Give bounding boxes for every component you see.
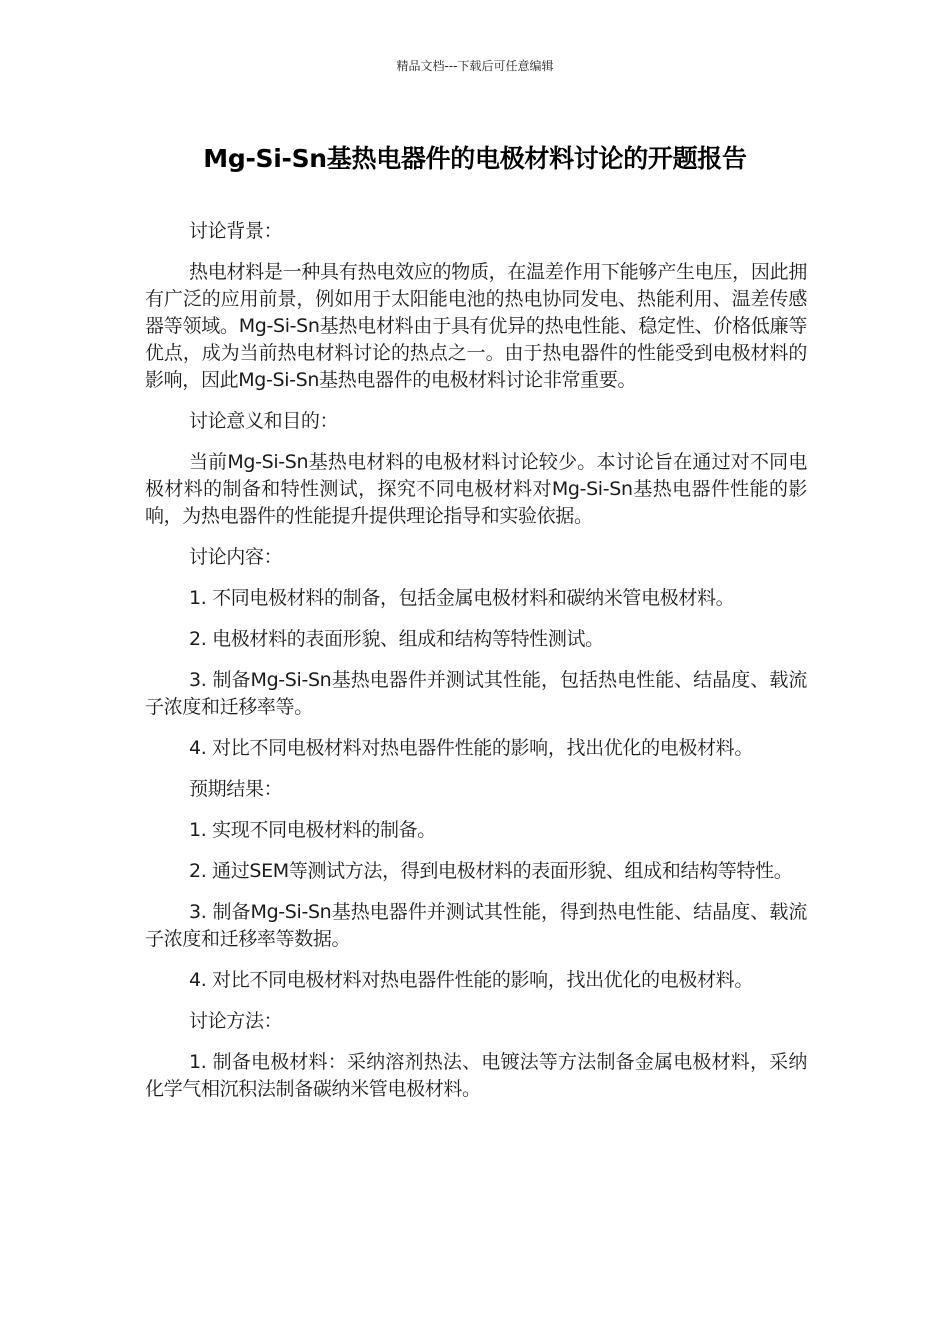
list-item-result-4: 4. 对比不同电极材料对热电器件性能的影响，找出优化的电极材料。 xyxy=(189,969,753,991)
section-heading-background: 讨论背景： xyxy=(189,220,283,242)
list-item-content-1: 1. 不同电极材料的制备，包括金属电极材料和碳纳米管电极材料。 xyxy=(189,587,735,609)
list-item-result-3: 3. 制备Mg-Si-Sn基热电器件并测试其性能，得到热电性能、结晶度、载流子浓度和迁移率等数据。 xyxy=(145,901,807,950)
list-item-result-1: 1. 实现不同电极材料的制备。 xyxy=(189,819,436,841)
document-body xyxy=(145,218,807,1117)
list-item-content-3: 3. 制备Mg-Si-Sn基热电器件并测试其性能，包括热电性能、结晶度、载流子浓度和迁移率等。 xyxy=(145,669,807,718)
list-item-content-2: 2. 电极材料的表面形貌、组成和结构等特性测试。 xyxy=(189,628,604,650)
section-heading-purpose: 讨论意义和目的： xyxy=(189,410,339,432)
list-item-result-2: 2. 通过SEM等测试方法，得到电极材料的表面形貌、组成和结构等特性。 xyxy=(189,860,793,882)
list-item-content-4: 4. 对比不同电极材料对热电器件性能的影响，找出优化的电极材料。 xyxy=(189,737,753,759)
list-item-method-1: 1. 制备电极材料：采纳溶剂热法、电镀法等方法制备金属电极材料，采纳化学气相沉积法制备碳纳米管电极材料。 xyxy=(145,1051,807,1100)
paragraph-background: 热电材料是一种具有热电效应的物质，在温差作用下能够产生电压，因此拥有广泛的应用前景，例如用于太阳能电池的热电协同发电、热能利用、温差传感器等领域。Mg-Si-Sn基热电材料由于具有优异的热电性能、稳定性、价格低廉等优点，成为当前热电材料讨论的热点之一。由于热电器件的性能受到电极材料的影响，因此Mg-Si-Sn基热电器件的电极材料讨论非常重要。 xyxy=(145,261,807,391)
page-header: 精品文档---下载后可任意编辑 xyxy=(396,59,554,73)
paragraph-purpose: 当前Mg-Si-Sn基热电材料的电极材料讨论较少。本讨论旨在通过对不同电极材料的制备和特性测试，探究不同电极材料对Mg-Si-Sn基热电器件性能的影响，为热电器件的性能提升提供理论指导和实验依据。 xyxy=(145,451,807,527)
document-title: Mg-Si-Sn基热电器件的电极材料讨论的开题报告 xyxy=(203,144,747,173)
section-heading-expected-results: 预期结果： xyxy=(189,778,283,800)
section-heading-content: 讨论内容： xyxy=(189,546,283,568)
section-heading-method: 讨论方法： xyxy=(189,1010,283,1032)
